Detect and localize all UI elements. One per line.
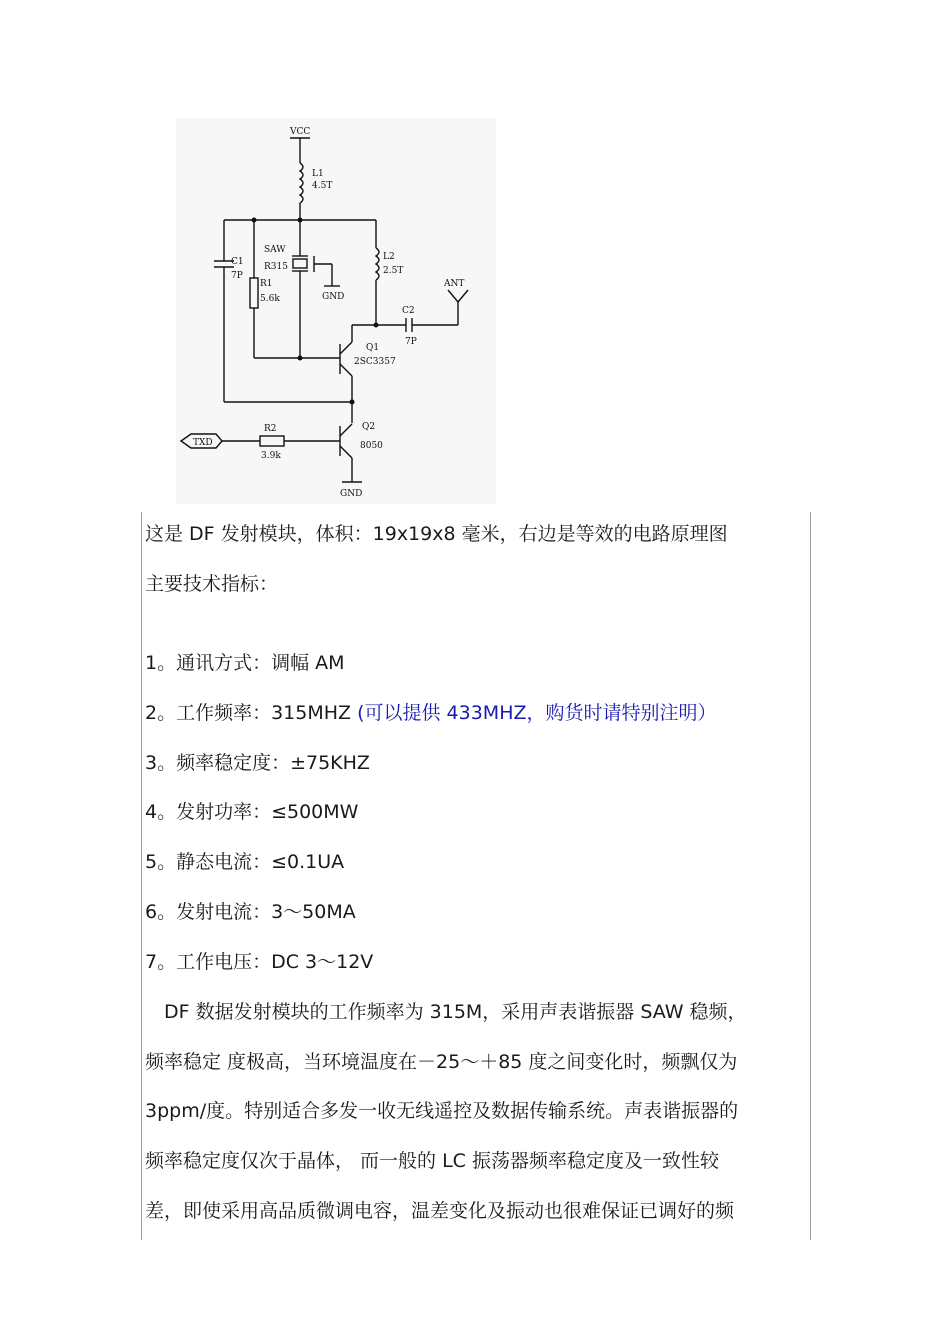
saw-label: SAW [264, 245, 286, 255]
intro-text: 这是 DF 发射模块，体积：19x19x8 毫米，右边是等效的电路原理图 [145, 523, 728, 545]
l1-value: 4.5T [312, 181, 333, 191]
spec-item-2-note: (可以提供 433MHZ，购货时请特别注明） [357, 702, 717, 724]
spec-item-2 [145, 701, 717, 725]
paragraph-line-1: DF 数据发射模块的工作频率为 315M，采用声表谐振器 SAW 稳频， [145, 1001, 747, 1023]
l2-label: L2 [383, 252, 395, 262]
q2-value: 8050 [360, 441, 383, 451]
c2-value: 7P [405, 337, 417, 347]
paragraph-line-2: 频率稳定 度极高，当环境温度在－25～＋85 度之间变化时，频飘仅为 [145, 1051, 738, 1073]
spec-item-3: 3。频率稳定度：±75KHZ [145, 752, 370, 774]
r2-label: R2 [264, 424, 277, 434]
spec-heading: 主要技术指标： [145, 573, 279, 595]
q1-label: Q1 [366, 343, 380, 353]
spec-item-6: 6。发射电流：3～50MA [145, 901, 356, 923]
circuit-schematic [176, 118, 496, 504]
spec-item-5: 5。静态电流：≤0.1UA [145, 851, 345, 873]
r1-label: R1 [260, 279, 273, 289]
paragraph-line-3: 3ppm/度。特别适合多发一收无线遥控及数据传输系统。声表谐振器的 [145, 1100, 739, 1122]
r1-value: 5.6k [260, 294, 280, 304]
content-table-frame [141, 512, 811, 1240]
q2-label: Q2 [362, 422, 376, 432]
spec-item-7: 7。工作电压：DC 3～12V [145, 951, 374, 973]
q1-value: 2SC3357 [354, 357, 396, 367]
txd-label: TXD [193, 438, 213, 448]
saw-value: R315 [264, 262, 288, 272]
spec-item-1: 1。通讯方式：调幅 AM [145, 652, 345, 674]
paragraph-line-4: 频率稳定度仅次于晶体， 而一般的 LC 振荡器频率稳定度及一致性较 [145, 1150, 719, 1172]
ant-label: ANT [444, 279, 465, 289]
gnd-bottom-label: GND [340, 489, 363, 499]
r2-value: 3.9k [261, 451, 281, 461]
c2-label: C2 [402, 306, 415, 316]
saw-gnd-label: GND [322, 292, 345, 302]
l2-value: 2.5T [383, 266, 404, 276]
paragraph-line-5: 差，即使采用高品质微调电容，温差变化及振动也很难保证已调好的频 [145, 1200, 735, 1222]
c1-value: 7P [231, 271, 243, 281]
l1-label: L1 [312, 169, 324, 179]
spec-item-2-text: 2。工作频率：315MHZ [145, 702, 358, 724]
spec-item-4: 4。发射功率：≤500MW [145, 801, 359, 823]
c1-label: C1 [231, 257, 244, 267]
vcc-label: VCC [290, 127, 311, 137]
